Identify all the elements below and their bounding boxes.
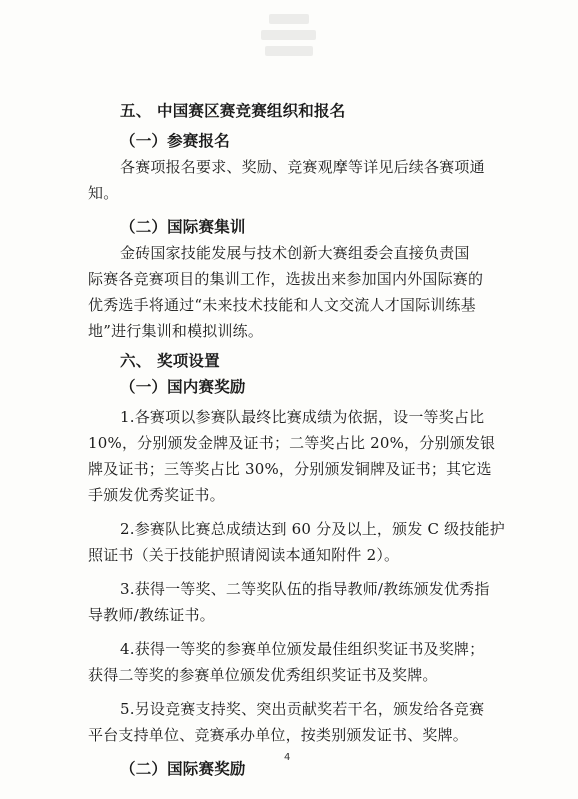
section-6-sub1-heading: （一）国内赛奖励 [120,378,246,396]
award-item-1-line: 牌及证书；三等奖占比 30%，分别颁发铜牌及证书；其它选 [88,460,492,478]
paragraph-line: 际赛各竞赛项目的集训工作，选拔出来参加国内外国际赛的 [88,270,484,288]
page-number: 4 [284,752,291,763]
paragraph-line: 各赛项报名要求、奖励、竞赛观摩等详见后续各赛项通 [120,158,485,176]
document-body [88,98,505,782]
award-item-4-line: 获得二等奖的参赛单位颁发优秀组织奖证书及奖牌。 [88,666,438,684]
paragraph-line: 地”进行集训和模拟训练。 [88,322,264,340]
paragraph-line: 优秀选手将通过“未来技术技能和人文交流人才国际训练基 [88,296,476,314]
award-item-3-line: 3.获得一等奖、二等奖队伍的指导教师/教练颁发优秀指 [120,580,490,598]
section-6-heading: 六、 奖项设置 [120,352,220,370]
award-item-1-line: 10%，分别颁发金牌及证书；二等奖占比 20%，分别颁发银 [88,434,496,452]
award-item-1-line: 手颁发优秀奖证书。 [88,486,225,504]
section-5-sub2-heading: （二）国际赛集训 [120,218,246,236]
paragraph-line: 金砖国家技能发展与技术创新大赛组委会直接负责国 [120,244,470,262]
award-item-1-line: 1.各赛项以参赛队最终比赛成绩为依据，设一等奖占比 [120,408,485,426]
award-item-4-line: 4.获得一等奖的参赛单位颁发最佳组织奖证书及奖牌； [120,640,485,658]
paragraph-line: 知。 [88,184,119,202]
award-item-2-line: 2.参赛队比赛总成绩达到 60 分及以上，颁发 C 级技能护 [120,520,505,538]
award-item-5-line: 平台支持单位、竞赛承办单位，按类别颁发证书、奖牌。 [88,726,469,744]
award-item-3-line: 导教师/教练证书。 [88,606,215,624]
bleed-through-marks [255,8,325,78]
award-item-5-line: 5.另设竞赛支持奖、突出贡献奖若干名，颁发给各竞赛 [120,700,485,718]
award-item-2-line: 照证书（关于技能护照请阅读本通知附件 2）。 [88,546,400,564]
section-5-heading: 五、 中国赛区赛竞赛组织和报名 [120,102,346,120]
section-5-sub1-heading: （一）参赛报名 [120,132,230,150]
section-6-sub2-heading: （二）国际赛奖励 [120,760,246,778]
